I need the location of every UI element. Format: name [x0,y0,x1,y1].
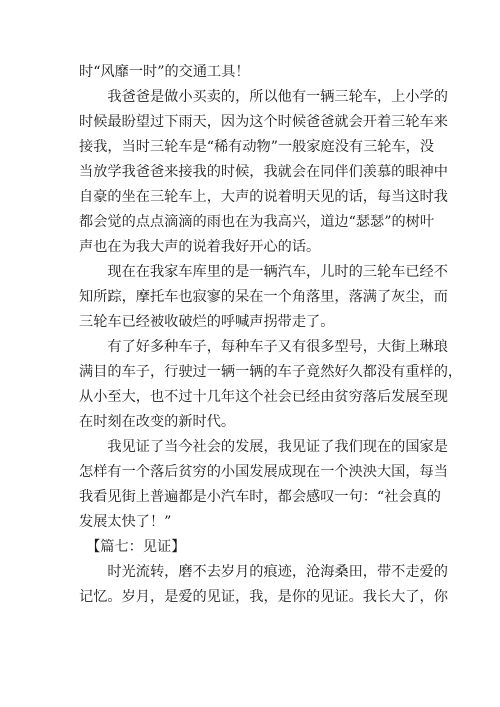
paragraph-car-garage [79,260,448,335]
text-line: 满目的车子，行驶过一辆一辆的车子竟然好久都没有重样的， [79,364,463,380]
text-line: 时光流转，磨不去岁月的痕迹，沧海桑田，带不走爱的 [79,564,448,580]
text-line: 从小至大，也不过十几年这个社会已经由贫穷落后发展至现 [79,389,448,405]
text-line: 现在在我家车库里的是一辆汽车，儿时的三轮车已经不 [79,264,448,280]
text-line: 时候最盼望过下雨天，因为这个时候爸爸就会开着三轮车来 [79,114,448,130]
text-line: 我看见街上普遍都是小汽车时，都会感叹一句：“社会真的 [79,489,441,505]
paragraph-intro-end [79,60,435,85]
text-line: 三轮车已经被收破烂的呼喊声拐带走了。 [79,314,335,330]
paragraph-many-cars [79,335,463,435]
text-line: 接我，当时三轮车是“稀有动物”一般家庭没有三轮车，没 [79,139,435,155]
text-line: 怎样有一个落后贫穷的小国发展成现在一个泱泱大国，每当 [79,464,448,480]
text-line: 有了好多种车子，每种车子又有很多型号，大街上琳琅 [79,339,448,355]
section-heading [79,535,435,560]
text-line: 知所踪，摩托车也寂寥的呆在一个角落里，落满了灰尘，而 [79,289,448,305]
document-page [79,60,463,610]
text-line: 记忆。岁月，是爱的见证，我，是你的见证。我长大了，你 [79,589,448,605]
text-line: 我爸爸是做小买卖的，所以他有一辆三轮车，上小学的 [79,89,448,105]
text-line: 发展太快了！” [79,514,172,530]
text-line: 声也在为我大声的说着我好开心的话。 [79,239,321,255]
paragraph-witness-development [79,435,448,535]
section-title: 【篇七：见证】 [79,539,186,555]
text-line: 自豪的坐在三轮车上，大声的说着明天见的话，每当这时我 [79,189,448,205]
paragraph-tricycle [79,85,448,260]
text-line: 当放学我爸爸来接我的时候，我就会在同伴们羡慕的眼神中 [79,164,448,180]
text-line: 在时刻在改变的新时代。 [79,414,236,430]
text-line: 时“风靡一时”的交通工具！ [79,64,250,80]
text-line: 我见证了当今社会的发展，我见证了我们现在的国家是 [79,439,448,455]
text-line: 都会觉的点点滴滴的雨也在为我高兴，道边“瑟瑟”的树叶 [79,214,435,230]
paragraph-time-flow [79,560,448,610]
